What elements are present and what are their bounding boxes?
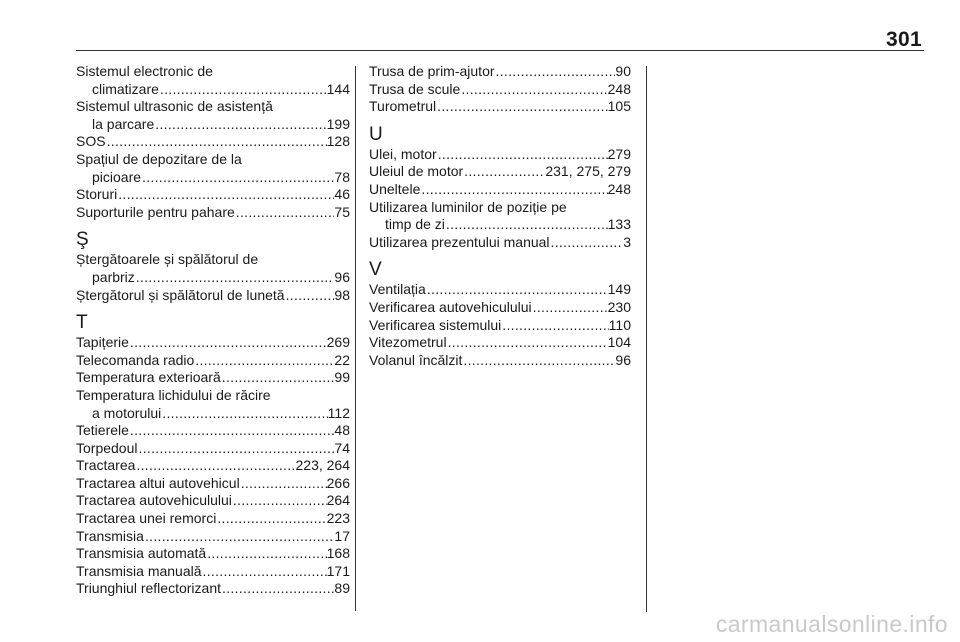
index-entry-page: 96 bbox=[615, 351, 631, 368]
index-entry-line bbox=[369, 334, 631, 352]
leader-dots bbox=[129, 422, 335, 440]
index-entry-page: 223, 264 bbox=[295, 457, 350, 474]
index-entry-line bbox=[369, 163, 631, 181]
leader-dots bbox=[463, 163, 545, 181]
index-entry-page: 171 bbox=[326, 562, 350, 579]
index-entry-line bbox=[369, 317, 631, 335]
leader-dots bbox=[154, 116, 326, 134]
index-entry-line bbox=[369, 352, 631, 370]
index-entry-term: Tractarea unei remorci bbox=[76, 510, 217, 527]
leader-dots bbox=[436, 98, 607, 116]
index-entry-page: 89 bbox=[334, 580, 350, 597]
index-entry-line bbox=[76, 492, 350, 510]
index-entry bbox=[76, 475, 350, 493]
index-entry-term: Storuri bbox=[76, 186, 118, 203]
index-entry-page: 112 bbox=[327, 404, 350, 421]
leader-dots bbox=[495, 63, 616, 81]
leader-dots bbox=[194, 352, 334, 370]
index-entry-line bbox=[369, 281, 631, 299]
index-entry-term: Suporturile pentru pahare bbox=[76, 203, 235, 220]
index-entry-term: Utilizarea prezentului manual bbox=[369, 233, 550, 250]
index-entry bbox=[76, 563, 350, 581]
leader-dots bbox=[202, 563, 327, 581]
section-s bbox=[76, 63, 350, 221]
index-entry-page: 75 bbox=[334, 203, 350, 220]
index-entry-page: 149 bbox=[607, 281, 631, 298]
leader-dots bbox=[106, 133, 327, 151]
index-entry-term: Vitezometrul bbox=[369, 334, 447, 351]
index-entry bbox=[369, 299, 631, 317]
index-entry bbox=[76, 580, 350, 598]
index-entry-line bbox=[76, 440, 350, 458]
index-entry-page: 78 bbox=[334, 168, 350, 185]
index-entry bbox=[369, 81, 631, 99]
index-entry-term: Ștergătorul și spălătorul de lunetă bbox=[76, 286, 285, 303]
leader-dots bbox=[501, 317, 608, 335]
index-entry-line bbox=[76, 528, 350, 546]
index-entry-line bbox=[369, 181, 631, 199]
index-entry-heading: Ștergătoarele și spălătorul de bbox=[76, 251, 259, 268]
index-entry-page: 105 bbox=[607, 98, 631, 115]
index-entry-line bbox=[76, 81, 350, 99]
index-entry bbox=[76, 510, 350, 528]
leader-dots bbox=[240, 475, 327, 493]
index-entry-heading: Temperatura lichidului de răcire bbox=[76, 386, 271, 403]
index-entry-term: Tractarea autovehiculului bbox=[76, 492, 232, 509]
index-column-1 bbox=[76, 63, 350, 598]
leader-dots bbox=[426, 281, 608, 299]
index-entry-page: 22 bbox=[334, 351, 350, 368]
leader-dots bbox=[235, 204, 335, 222]
leader-dots bbox=[117, 186, 334, 204]
index-entry bbox=[369, 334, 631, 352]
index-entry-term: Transmisia automată bbox=[76, 545, 207, 562]
index-entry-page: 231, 275, 279 bbox=[545, 163, 631, 180]
index-entry-page: 90 bbox=[615, 63, 631, 79]
index-entry-line bbox=[76, 369, 350, 387]
leader-dots bbox=[135, 457, 295, 475]
index-entry-page: 279 bbox=[607, 145, 631, 162]
index-entry-term: Temperatura exterioară bbox=[76, 369, 221, 386]
index-entry-page: 110 bbox=[608, 316, 631, 333]
leader-dots bbox=[221, 580, 334, 598]
index-entry-heading: Spațiul de depozitare de la bbox=[76, 150, 242, 167]
leader-dots bbox=[550, 234, 624, 252]
leader-dots bbox=[161, 405, 327, 423]
index-entry-term: Transmisia bbox=[76, 527, 144, 544]
index-entry-term: picioare bbox=[92, 168, 142, 185]
index-entry bbox=[369, 163, 631, 181]
leader-dots bbox=[221, 369, 335, 387]
letter-heading-t: T bbox=[76, 312, 88, 334]
index-entry bbox=[76, 422, 350, 440]
index-entry bbox=[76, 440, 350, 458]
index-entry-page: 96 bbox=[334, 268, 350, 285]
column-divider-1 bbox=[355, 66, 356, 611]
index-entry-term: Turometrul bbox=[369, 98, 437, 115]
index-entry-term: Trusa de scule bbox=[369, 80, 461, 97]
index-entry bbox=[76, 387, 350, 422]
leader-dots bbox=[159, 81, 327, 99]
index-entry-term: climatizare bbox=[92, 80, 159, 97]
index-entry-line bbox=[76, 133, 350, 151]
index-entry-line bbox=[369, 234, 631, 252]
index-entry-line bbox=[369, 146, 631, 164]
index-entry-term: Tetierele bbox=[76, 422, 129, 439]
index-entry-page: 144 bbox=[326, 80, 350, 97]
index-entry-line bbox=[76, 169, 350, 187]
leader-dots bbox=[445, 216, 608, 234]
index-entry-line bbox=[76, 116, 350, 134]
index-entry-page: 248 bbox=[607, 80, 631, 97]
index-entry-term: SOS bbox=[76, 133, 106, 150]
leader-dots bbox=[532, 299, 608, 317]
index-entry bbox=[369, 98, 631, 116]
index-column-2 bbox=[369, 63, 631, 369]
index-entry bbox=[76, 63, 350, 98]
index-entry-page: 17 bbox=[334, 527, 350, 544]
index-entry bbox=[369, 317, 631, 335]
leader-dots bbox=[135, 269, 335, 287]
index-entry-line bbox=[76, 457, 350, 475]
index-entry-page: 128 bbox=[326, 133, 350, 150]
index-entry-line bbox=[76, 352, 350, 370]
index-entry-line bbox=[76, 287, 350, 305]
leader-dots bbox=[420, 181, 607, 199]
index-entry bbox=[369, 181, 631, 199]
index-entry-term: la parcare bbox=[92, 115, 155, 132]
index-entry-line bbox=[369, 81, 631, 99]
index-entry-term: Volanul încălzit bbox=[369, 351, 463, 368]
header-rule bbox=[76, 50, 924, 51]
index-entry-term: Transmisia manuală bbox=[76, 562, 202, 579]
index-entry-term: Trusa de prim-ajutor bbox=[369, 63, 495, 79]
watermark: carmanualsonline.info bbox=[715, 611, 948, 637]
index-entry-page: 48 bbox=[334, 422, 350, 439]
leader-dots bbox=[447, 334, 608, 352]
index-entry-page: 264 bbox=[326, 492, 350, 509]
index-entry-term: timp de zi bbox=[385, 216, 445, 233]
index-entry-term: Verificarea sistemului bbox=[369, 316, 502, 333]
index-entry bbox=[369, 234, 631, 252]
index-entry bbox=[76, 287, 350, 305]
section-t bbox=[76, 334, 350, 598]
index-entry-page: 3 bbox=[623, 233, 631, 250]
letter-heading-v: V bbox=[369, 259, 382, 281]
index-entry-page: 269 bbox=[326, 334, 350, 351]
index-entry bbox=[76, 352, 350, 370]
index-entry-term: Torpedoul bbox=[76, 439, 138, 456]
index-entry bbox=[369, 146, 631, 164]
index-entry-term: Tractarea bbox=[76, 457, 136, 474]
index-entry-term: a motorului bbox=[92, 404, 162, 421]
index-entry-line bbox=[76, 510, 350, 528]
index-entry-page: 248 bbox=[607, 180, 631, 197]
leader-dots bbox=[232, 492, 327, 510]
index-entry-line bbox=[76, 475, 350, 493]
index-entry-term: Tapițerie bbox=[76, 334, 129, 351]
section-u bbox=[369, 146, 631, 252]
index-entry-line bbox=[76, 405, 350, 423]
index-entry-page: 230 bbox=[607, 298, 631, 315]
index-entry bbox=[369, 352, 631, 370]
index-entry bbox=[76, 98, 350, 133]
index-entry-line bbox=[76, 186, 350, 204]
index-entry-page: 99 bbox=[334, 369, 350, 386]
index-entry-heading: Sistemul ultrasonic de asistență bbox=[76, 98, 273, 115]
index-entry-term: Uleiul de motor bbox=[369, 163, 464, 180]
index-entry bbox=[76, 133, 350, 151]
index-entry bbox=[76, 151, 350, 186]
leader-dots bbox=[206, 545, 326, 563]
letter-heading-u: U bbox=[369, 123, 383, 145]
page-number: 301 bbox=[886, 28, 922, 51]
leader-dots bbox=[437, 146, 608, 164]
index-entry bbox=[369, 63, 631, 81]
index-entry bbox=[76, 204, 350, 222]
index-entry-page: 98 bbox=[334, 286, 350, 303]
index-entry-page: 223 bbox=[326, 510, 350, 527]
index-entry-line bbox=[369, 63, 631, 81]
index-entry-term: Verificarea autovehiculului bbox=[369, 298, 532, 315]
index-entry-page: 266 bbox=[326, 474, 350, 491]
index-entry-line bbox=[76, 580, 350, 598]
index-entry-heading: Utilizarea luminilor de poziție pe bbox=[369, 198, 567, 215]
index-entry bbox=[76, 457, 350, 475]
leader-dots bbox=[462, 352, 615, 370]
leader-dots bbox=[216, 510, 326, 528]
index-entry-term: Tractarea altui autovehicul bbox=[76, 474, 240, 491]
section-sh bbox=[76, 251, 350, 304]
letter-heading-sh: Ş bbox=[76, 229, 89, 251]
index-entry bbox=[76, 186, 350, 204]
index-entry-line bbox=[369, 299, 631, 317]
leader-dots bbox=[144, 528, 334, 546]
leader-dots bbox=[129, 334, 327, 352]
index-entry-page: 133 bbox=[607, 216, 631, 233]
index-entry-term: Uneltele bbox=[369, 180, 421, 197]
index-entry bbox=[76, 545, 350, 563]
index-entry-line bbox=[76, 422, 350, 440]
index-entry-term: parbriz bbox=[92, 268, 135, 285]
index-entry-term: Triunghiul reflectorizant bbox=[76, 580, 221, 597]
leader-dots bbox=[460, 81, 607, 99]
index-entry-page: 199 bbox=[326, 115, 350, 132]
index-entry bbox=[76, 528, 350, 546]
index-entry-page: 104 bbox=[607, 334, 631, 351]
index-entry bbox=[76, 492, 350, 510]
column-divider-2 bbox=[646, 66, 647, 612]
index-entry-line bbox=[76, 269, 350, 287]
leader-dots bbox=[141, 169, 334, 187]
index-entry-term: Ventilația bbox=[369, 281, 426, 298]
index-entry-page: 168 bbox=[326, 545, 350, 562]
index-entry bbox=[369, 199, 631, 234]
index-entry bbox=[76, 369, 350, 387]
index-entry-line bbox=[76, 545, 350, 563]
leader-dots bbox=[138, 440, 335, 458]
index-entry-term: Telecomanda radio bbox=[76, 351, 195, 368]
index-entry bbox=[76, 334, 350, 352]
index-entry-page: 74 bbox=[334, 439, 350, 456]
index-entry-line bbox=[369, 216, 631, 234]
index-entry bbox=[76, 251, 350, 286]
section-v bbox=[369, 281, 631, 369]
index-entry-heading: Sistemul electronic de bbox=[76, 63, 213, 79]
leader-dots bbox=[285, 287, 335, 305]
index-entry-line bbox=[369, 98, 631, 116]
index-entry bbox=[369, 281, 631, 299]
index-entry-page: 46 bbox=[334, 186, 350, 203]
index-entry-line bbox=[76, 204, 350, 222]
index-entry-line bbox=[76, 563, 350, 581]
index-entry-line bbox=[76, 334, 350, 352]
section-t-cont bbox=[369, 63, 631, 116]
index-entry-term: Ulei, motor bbox=[369, 145, 437, 162]
